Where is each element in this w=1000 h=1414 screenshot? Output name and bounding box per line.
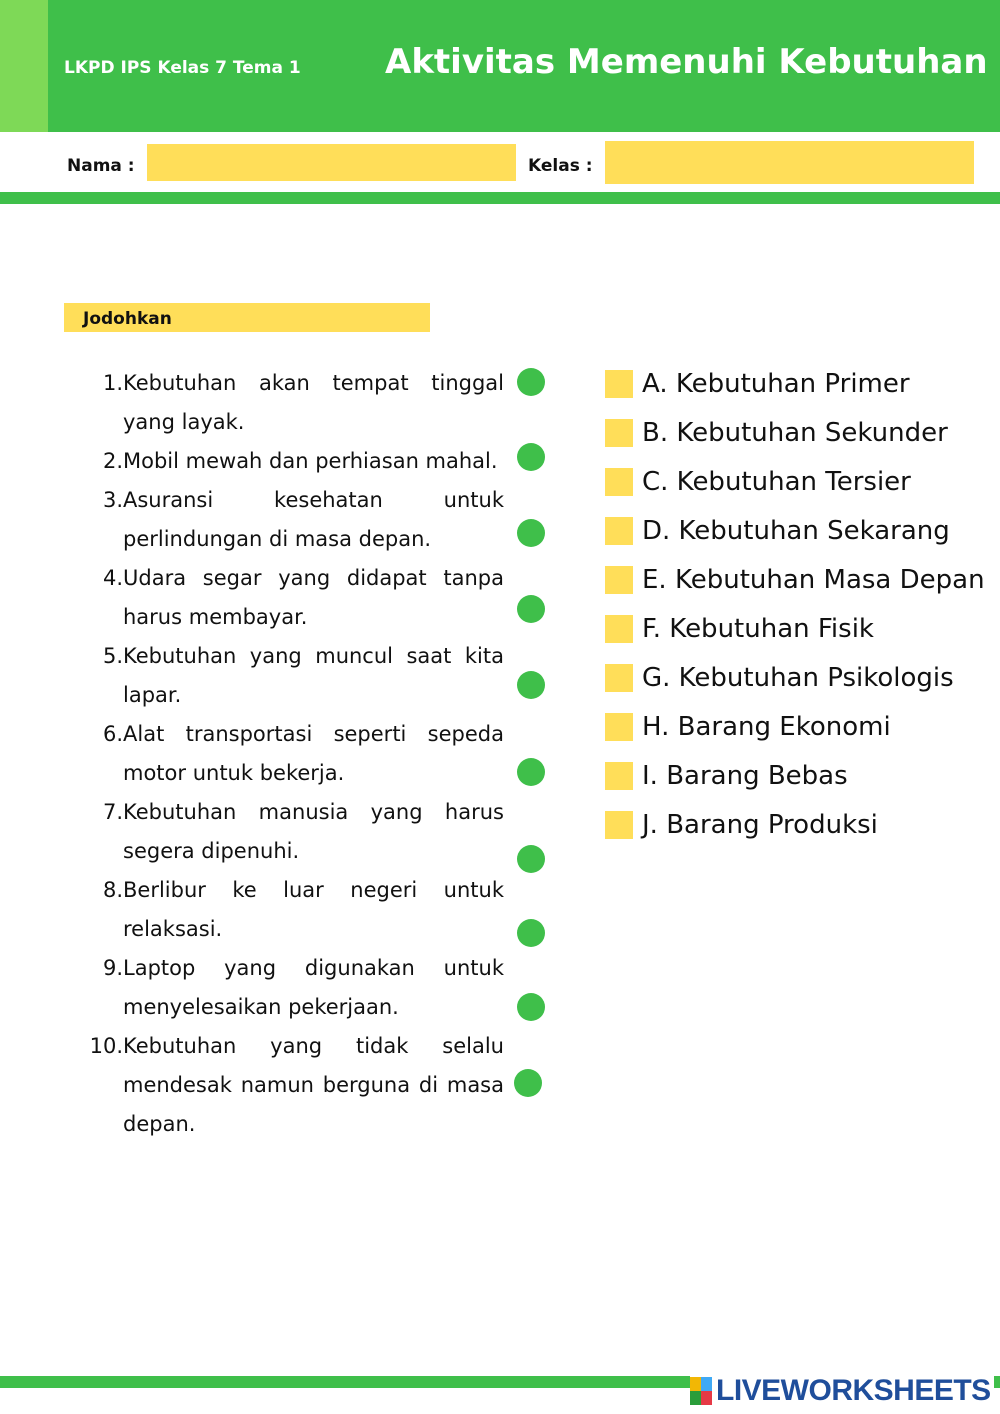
match-target-e[interactable] <box>605 566 633 594</box>
answer-item-g <box>605 654 985 703</box>
section-heading-label: Jodohkan <box>83 309 172 329</box>
question-number: 8. <box>102 878 123 902</box>
answer-item-e <box>605 556 985 605</box>
question-item <box>80 871 504 949</box>
match-target-i[interactable] <box>605 762 633 790</box>
answer-label: G. Kebutuhan Psikologis <box>642 663 954 693</box>
match-dot-5[interactable] <box>517 671 545 699</box>
answer-item-b <box>605 409 985 458</box>
match-dot-6[interactable] <box>517 758 545 786</box>
match-dot-2[interactable] <box>517 443 545 471</box>
question-item <box>80 481 504 559</box>
match-target-g[interactable] <box>605 664 633 692</box>
match-dot-9[interactable] <box>517 993 545 1021</box>
answer-item-i <box>605 752 985 801</box>
question-item <box>80 637 504 715</box>
question-number: 1. <box>102 371 123 395</box>
question-number: 2. <box>102 449 123 473</box>
question-text: Kebutuhan yang muncul saat kita lapar. <box>123 644 504 707</box>
question-text: Mobil mewah dan perhiasan mahal. <box>123 449 498 473</box>
question-list <box>80 364 504 1144</box>
match-dot-4[interactable] <box>517 595 545 623</box>
match-target-h[interactable] <box>605 713 633 741</box>
answer-item-d <box>605 507 985 556</box>
answer-label: C. Kebutuhan Tersier <box>642 467 911 497</box>
match-target-c[interactable] <box>605 468 633 496</box>
class-label: Kelas : <box>528 156 593 176</box>
answer-item-c <box>605 458 985 507</box>
question-item <box>80 559 504 637</box>
match-target-a[interactable] <box>605 370 633 398</box>
answer-label: I. Barang Bebas <box>642 761 848 791</box>
name-field[interactable] <box>147 144 516 181</box>
answer-list <box>605 360 985 850</box>
worksheet-subtitle: LKPD IPS Kelas 7 Tema 1 <box>64 58 301 78</box>
name-label: Nama : <box>67 156 135 176</box>
question-text: Kebutuhan yang tidak selalu mendesak namun berguna di masa depan. <box>123 1034 504 1136</box>
question-item <box>80 715 504 793</box>
page-title: Aktivitas Memenuhi Kebutuhan <box>385 42 988 82</box>
match-target-b[interactable] <box>605 419 633 447</box>
answer-label: D. Kebutuhan Sekarang <box>642 516 950 546</box>
question-item <box>80 442 504 481</box>
question-item <box>80 949 504 1027</box>
question-text: Berlibur ke luar negeri untuk relaksasi. <box>123 878 504 941</box>
question-number: 10. <box>89 1034 123 1058</box>
question-item <box>80 364 504 442</box>
answer-label: F. Kebutuhan Fisik <box>642 614 874 644</box>
question-text: Laptop yang digunakan untuk menyelesaikan pekerjaan. <box>123 956 504 1019</box>
question-text: Kebutuhan manusia yang harus segera dipenuhi. <box>123 800 504 863</box>
match-dot-7[interactable] <box>517 845 545 873</box>
answer-label: H. Barang Ekonomi <box>642 712 891 742</box>
footer-brand <box>690 1372 994 1410</box>
answer-label: A. Kebutuhan Primer <box>642 369 910 399</box>
question-number: 4. <box>102 566 123 590</box>
question-item <box>80 1027 504 1144</box>
answer-item-h <box>605 703 985 752</box>
question-text: Udara segar yang didapat tanpa harus membayar. <box>123 566 504 629</box>
question-number: 9. <box>102 956 123 980</box>
liveworksheets-logo-icon <box>690 1377 712 1405</box>
header-divider <box>0 192 1000 204</box>
question-number: 5. <box>102 644 123 668</box>
question-number: 6. <box>102 722 123 746</box>
section-heading <box>64 303 430 332</box>
header-banner <box>0 0 1000 132</box>
header-accent-bar <box>0 0 48 132</box>
match-target-d[interactable] <box>605 517 633 545</box>
question-number: 7. <box>102 800 123 824</box>
match-dot-3[interactable] <box>517 519 545 547</box>
question-text: Kebutuhan akan tempat tinggal yang layak. <box>123 371 504 434</box>
question-item <box>80 793 504 871</box>
answer-label: J. Barang Produksi <box>642 810 878 840</box>
match-target-f[interactable] <box>605 615 633 643</box>
brand-name: LIVEWORKSHEETS <box>716 1374 991 1407</box>
answer-item-j <box>605 801 985 850</box>
answer-label: B. Kebutuhan Sekunder <box>642 418 948 448</box>
match-target-j[interactable] <box>605 811 633 839</box>
question-text: Alat transportasi seperti sepeda motor untuk bekerja. <box>123 722 504 785</box>
answer-item-f <box>605 605 985 654</box>
match-dot-10[interactable] <box>514 1069 542 1097</box>
question-text: Asuransi kesehatan untuk perlindungan di masa depan. <box>123 488 504 551</box>
match-dot-8[interactable] <box>517 919 545 947</box>
answer-label: E. Kebutuhan Masa Depan <box>642 565 985 595</box>
answer-item-a <box>605 360 985 409</box>
match-dot-1[interactable] <box>517 368 545 396</box>
class-field[interactable] <box>605 141 974 184</box>
question-number: 3. <box>102 488 123 512</box>
